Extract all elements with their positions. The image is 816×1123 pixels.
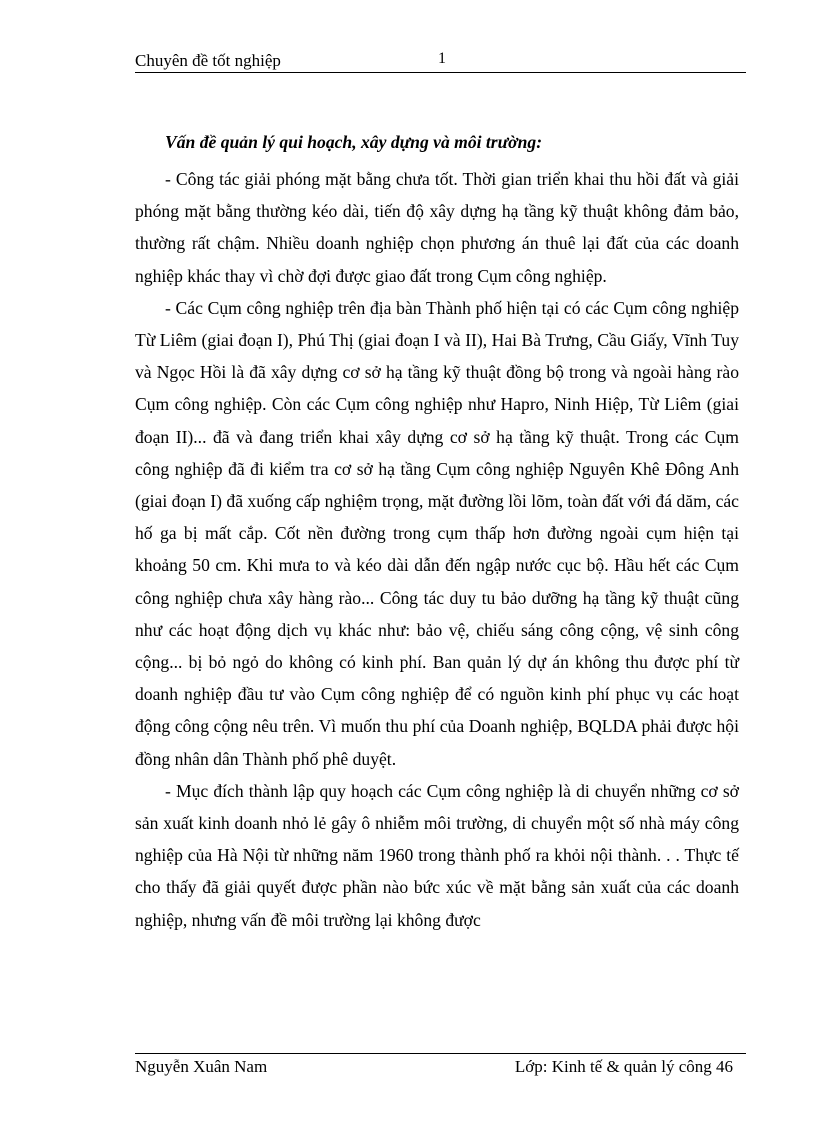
footer-class: Lớp: Kinh tế & quản lý công 46	[514, 1057, 733, 1076]
page-number: 1	[438, 50, 446, 67]
page-footer	[135, 1053, 746, 1076]
page-header	[135, 46, 746, 73]
section-heading: Vấn đề quản lý qui hoạch, xây dựng và môi trường:	[165, 132, 543, 152]
document-body	[135, 128, 739, 936]
paragraph-environment: - Mục đích thành lập quy hoạch các Cụm công nghiệp là di chuyển những cơ sở sản xuất kinh doanh nhỏ lẻ gây ô nhiễm môi trường, di chuyển một số nhà máy công nghiệp của Hà Nội từ những năm 1960 trong thành phố ra khỏi nội thành. . . Thực tế cho thấy đã giải quyết được phần nào bức xúc về mặt bằng sản xuất của các doanh nghiệp, nhưng vấn đề môi trường lại không được	[135, 780, 739, 930]
paragraph-infrastructure: - Các Cụm công nghiệp trên địa bàn Thành phố hiện tại có các Cụm công nghiệp Từ Liêm (giai đoạn I), Phú Thị (giai đoạn I và II), Hai Bà Trưng, Cầu Giấy, Vĩnh Tuy và Ngọc Hồi là đã xây dựng cơ sở hạ tầng kỹ thuật đồng bộ trong và ngoài hàng rào Cụm công nghiệp. Còn các Cụm công nghiệp như Hapro, Ninh Hiệp, Từ Liêm (giai đoạn II)... đã và đang triển khai xây dựng cơ sở hạ tầng kỹ thuật. Trong các Cụm công nghiệp đã đi kiểm tra cơ sở hạ tầng Cụm công nghiệp Nguyên Khê Đông Anh (giai đoạn I) đã xuống cấp nghiệm trọng, mặt đường lồi lõm, toàn đất với đá dăm, các hố ga bị mất cắp. Cốt nền đường trong cụm thấp hơn đường ngoài cụm hiện tại khoảng 50 cm. Khi mưa to và kéo dài dẫn đến ngập nước cục bộ. Hầu hết các Cụm công nghiệp chưa xây hàng rào... Công tác duy tu bảo dưỡng hạ tầng kỹ thuật cũng như các hoạt động dịch vụ khác như: bảo vệ, chiếu sáng công cộng, vệ sinh công cộng... bị bỏ ngỏ do không có kinh phí. Ban quản lý dự án không thu được phí từ doanh nghiệp đầu tư vào Cụm công nghiệp để có nguồn kinh phí phục vụ các hoạt động công cộng nêu trên. Vì muốn thu phí của Doanh nghiệp, BQLDA phải được hội đồng nhân dân Thành phố phê duyệt.	[135, 297, 739, 769]
paragraph-site-clearance: - Công tác giải phóng mặt bằng chưa tốt. Thời gian triển khai thu hồi đất và giải phóng mặt bằng thường kéo dài, tiến độ xây dựng hạ tầng kỹ thuật không đảm bảo, thường rất chậm. Nhiều doanh nghiệp chọn phương án thuê lại đất của các doanh nghiệp khác thay vì chờ đợi được giao đất trong Cụm công nghiệp.	[135, 169, 739, 286]
header-title: Chuyên đề tốt nghiệp	[135, 51, 281, 70]
footer-author: Nguyễn Xuân Nam	[135, 1057, 268, 1076]
